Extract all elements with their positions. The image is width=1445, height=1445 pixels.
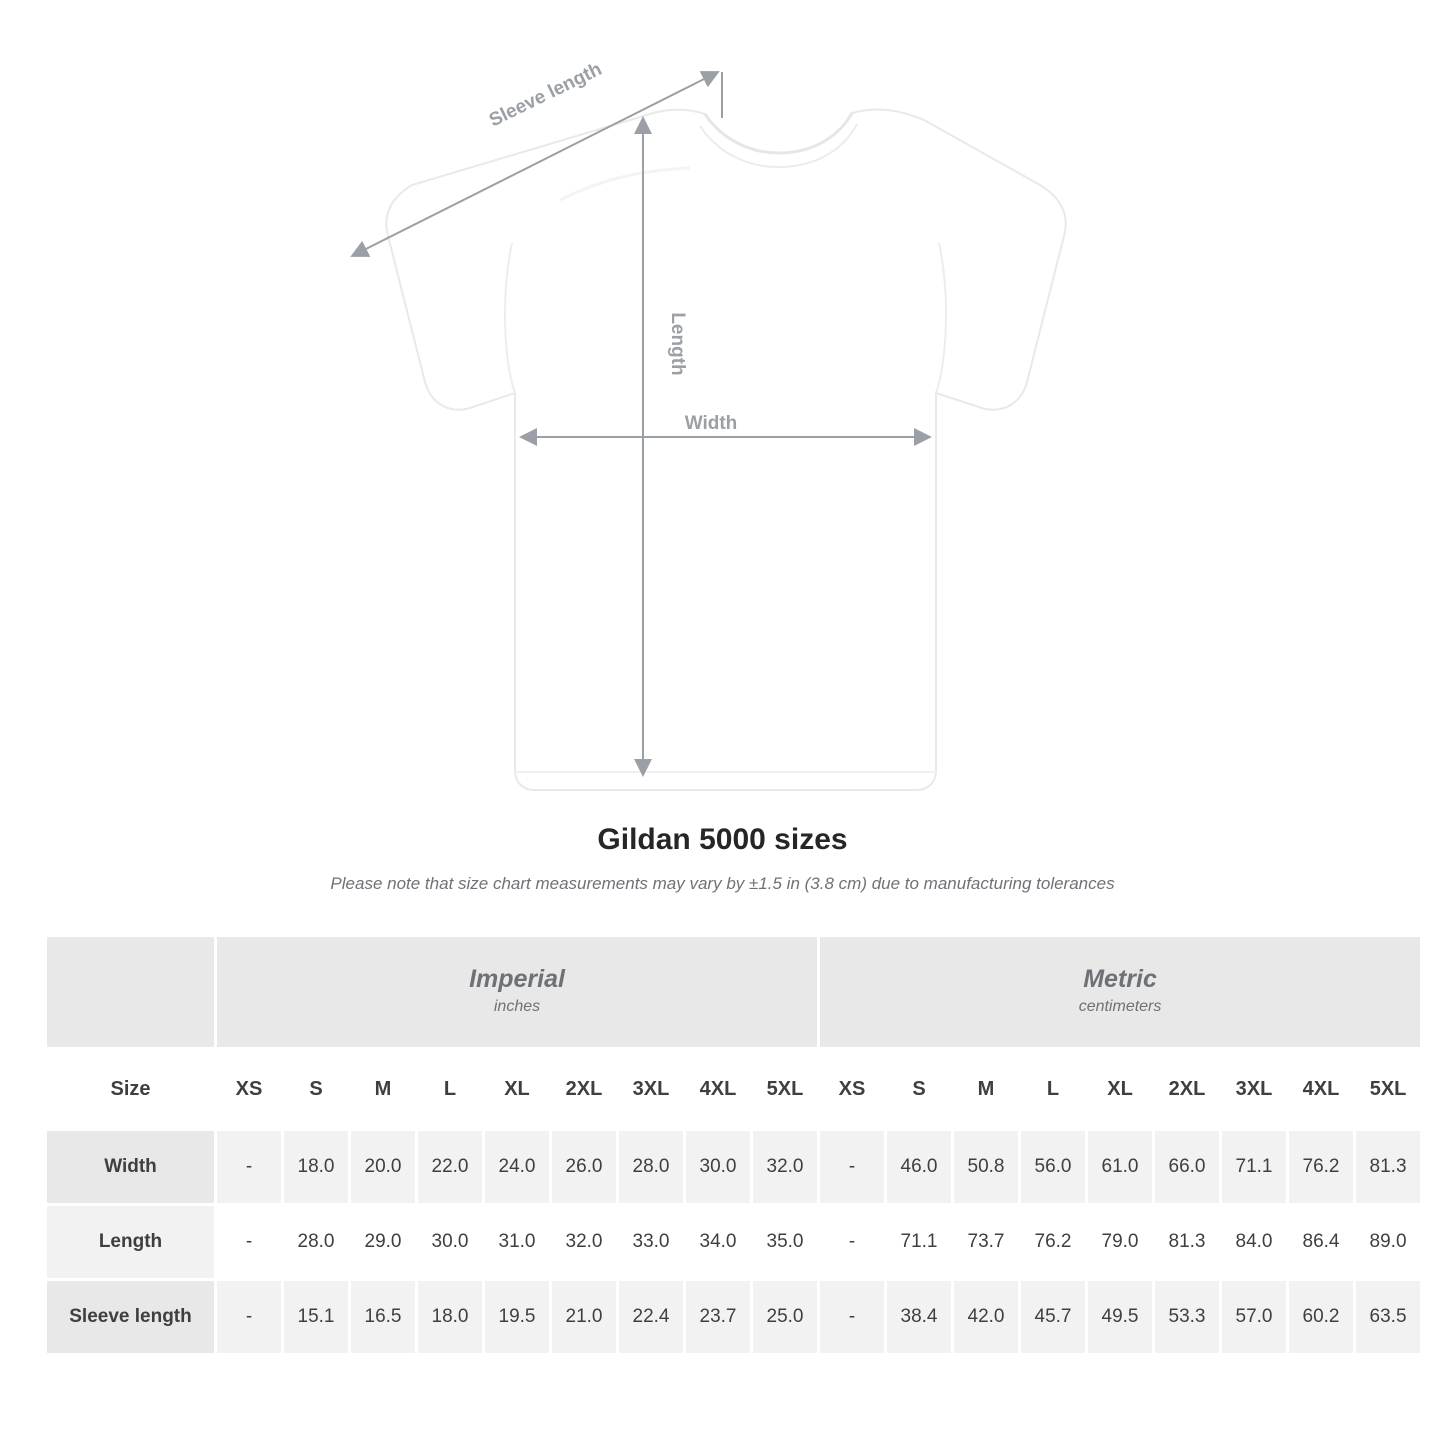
size-header-s-imperial: S xyxy=(283,1049,350,1130)
cell-width-metric-l: 56.0 xyxy=(1020,1130,1087,1205)
size-header-3xl-metric: 3XL xyxy=(1221,1049,1288,1130)
cell-width-imperial-3xl: 28.0 xyxy=(618,1130,685,1205)
cell-sleeve-length-imperial-m: 16.5 xyxy=(350,1280,417,1355)
cell-sleeve-length-imperial-l: 18.0 xyxy=(417,1280,484,1355)
row-label-sleeve-length: Sleeve length xyxy=(46,1280,216,1355)
size-header-5xl-imperial: 5XL xyxy=(752,1049,819,1130)
size-header-m-metric: M xyxy=(953,1049,1020,1130)
cell-width-metric-4xl: 76.2 xyxy=(1288,1130,1355,1205)
cell-length-imperial-5xl: 35.0 xyxy=(752,1205,819,1280)
cell-length-metric-xs: - xyxy=(819,1205,886,1280)
cell-sleeve-length-metric-xl: 49.5 xyxy=(1087,1280,1154,1355)
size-header-row xyxy=(46,1049,1422,1130)
cell-length-metric-3xl: 84.0 xyxy=(1221,1205,1288,1280)
cell-width-metric-3xl: 71.1 xyxy=(1221,1130,1288,1205)
cell-sleeve-length-imperial-2xl: 21.0 xyxy=(551,1280,618,1355)
table-row xyxy=(46,1130,1422,1205)
size-header-xs-imperial: XS xyxy=(216,1049,283,1130)
unit-group-sub: inches xyxy=(493,998,541,1015)
cell-width-imperial-xl: 24.0 xyxy=(484,1130,551,1205)
cell-sleeve-length-metric-2xl: 53.3 xyxy=(1154,1280,1221,1355)
cell-width-metric-2xl: 66.0 xyxy=(1154,1130,1221,1205)
chart-title: Gildan 5000 sizes xyxy=(597,823,848,856)
cell-sleeve-length-metric-xs: - xyxy=(819,1280,886,1355)
unit-group-name: Imperial xyxy=(469,965,565,993)
cell-sleeve-length-imperial-4xl: 23.7 xyxy=(685,1280,752,1355)
cell-length-imperial-m: 29.0 xyxy=(350,1205,417,1280)
size-table xyxy=(44,934,1423,1356)
cell-width-metric-s: 46.0 xyxy=(886,1130,953,1205)
cell-sleeve-length-imperial-xs: - xyxy=(216,1280,283,1355)
size-header-l-metric: L xyxy=(1020,1049,1087,1130)
cell-sleeve-length-imperial-3xl: 22.4 xyxy=(618,1280,685,1355)
cell-length-imperial-xl: 31.0 xyxy=(484,1205,551,1280)
unit-group-imperial xyxy=(216,936,819,1049)
cell-length-metric-2xl: 81.3 xyxy=(1154,1205,1221,1280)
cell-length-metric-4xl: 86.4 xyxy=(1288,1205,1355,1280)
unit-header-row xyxy=(46,936,1422,1049)
size-header-3xl-imperial: 3XL xyxy=(618,1049,685,1130)
unit-group-metric xyxy=(819,936,1422,1049)
row-label-length: Length xyxy=(46,1205,216,1280)
table-row xyxy=(46,1205,1422,1280)
cell-length-metric-s: 71.1 xyxy=(886,1205,953,1280)
size-table-wrapper xyxy=(0,896,1445,1356)
size-header-s-metric: S xyxy=(886,1049,953,1130)
cell-length-metric-xl: 79.0 xyxy=(1087,1205,1154,1280)
size-header-5xl-metric: 5XL xyxy=(1355,1049,1422,1130)
cell-length-metric-m: 73.7 xyxy=(953,1205,1020,1280)
cell-sleeve-length-metric-s: 38.4 xyxy=(886,1280,953,1355)
chart-subtitle: Please note that size chart measurements may vary by ±1.5 in (3.8 cm) due to manufacturing tolerances xyxy=(330,874,1115,893)
unit-group-sub: centimeters xyxy=(1078,998,1162,1015)
cell-length-imperial-4xl: 34.0 xyxy=(685,1205,752,1280)
cell-length-imperial-2xl: 32.0 xyxy=(551,1205,618,1280)
size-header-4xl-imperial: 4XL xyxy=(685,1049,752,1130)
cell-width-metric-xs: - xyxy=(819,1130,886,1205)
cell-width-imperial-l: 22.0 xyxy=(417,1130,484,1205)
cell-sleeve-length-metric-4xl: 60.2 xyxy=(1288,1280,1355,1355)
table-row xyxy=(46,1280,1422,1355)
cell-width-imperial-2xl: 26.0 xyxy=(551,1130,618,1205)
unit-group-name: Metric xyxy=(1083,965,1157,993)
cell-sleeve-length-metric-m: 42.0 xyxy=(953,1280,1020,1355)
cell-sleeve-length-metric-3xl: 57.0 xyxy=(1221,1280,1288,1355)
cell-width-imperial-s: 18.0 xyxy=(283,1130,350,1205)
cell-length-imperial-s: 28.0 xyxy=(283,1205,350,1280)
cell-length-metric-l: 76.2 xyxy=(1020,1205,1087,1280)
tshirt-shape xyxy=(386,109,1065,790)
cell-length-imperial-l: 30.0 xyxy=(417,1205,484,1280)
cell-width-metric-m: 50.8 xyxy=(953,1130,1020,1205)
cell-sleeve-length-imperial-s: 15.1 xyxy=(283,1280,350,1355)
cell-sleeve-length-imperial-xl: 19.5 xyxy=(484,1280,551,1355)
cell-length-imperial-3xl: 33.0 xyxy=(618,1205,685,1280)
sleeve-length-label: Sleeve length xyxy=(485,58,606,132)
size-header-m-imperial: M xyxy=(350,1049,417,1130)
length-label: Length xyxy=(667,312,688,376)
size-header-xl-imperial: XL xyxy=(484,1049,551,1130)
cell-width-imperial-5xl: 32.0 xyxy=(752,1130,819,1205)
cell-width-imperial-m: 20.0 xyxy=(350,1130,417,1205)
cell-sleeve-length-metric-5xl: 63.5 xyxy=(1355,1280,1422,1355)
size-header-2xl-imperial: 2XL xyxy=(551,1049,618,1130)
width-label: Width xyxy=(684,413,738,434)
cell-width-metric-xl: 61.0 xyxy=(1087,1130,1154,1205)
cell-sleeve-length-imperial-5xl: 25.0 xyxy=(752,1280,819,1355)
cell-sleeve-length-metric-l: 45.7 xyxy=(1020,1280,1087,1355)
size-header-l-imperial: L xyxy=(417,1049,484,1130)
size-header-xs-metric: XS xyxy=(819,1049,886,1130)
size-header-2xl-metric: 2XL xyxy=(1154,1049,1221,1130)
unit-row-spacer xyxy=(46,936,216,1049)
size-header-4xl-metric: 4XL xyxy=(1288,1049,1355,1130)
cell-width-imperial-4xl: 30.0 xyxy=(685,1130,752,1205)
cell-length-imperial-xs: - xyxy=(216,1205,283,1280)
row-header-size: Size xyxy=(46,1049,216,1130)
size-header-xl-metric: XL xyxy=(1087,1049,1154,1130)
cell-width-imperial-xs: - xyxy=(216,1130,283,1205)
row-label-width: Width xyxy=(46,1130,216,1205)
cell-width-metric-5xl: 81.3 xyxy=(1355,1130,1422,1205)
cell-length-metric-5xl: 89.0 xyxy=(1355,1205,1422,1280)
